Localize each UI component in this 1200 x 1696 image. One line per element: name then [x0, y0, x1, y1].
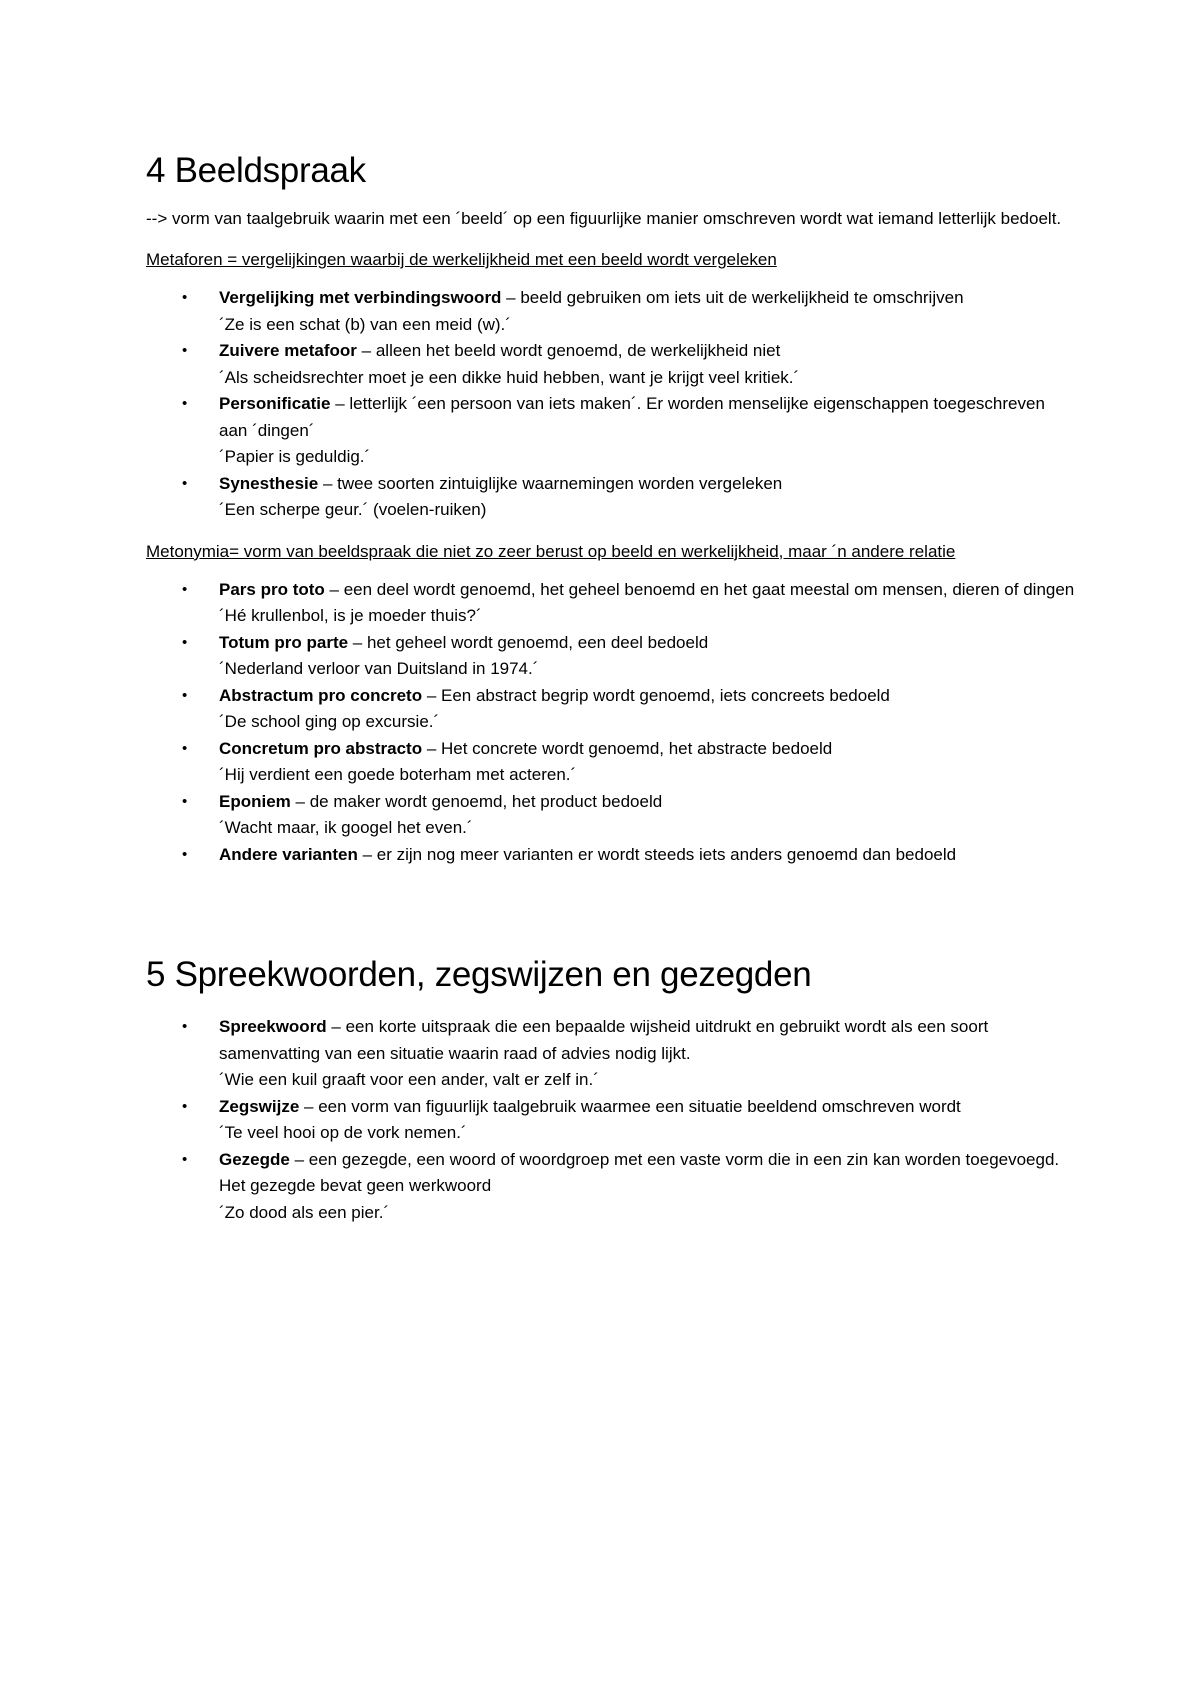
list-item: [146, 683, 1076, 736]
bullet-icon: •: [182, 289, 188, 306]
list-item: [146, 471, 1076, 524]
definition: – alleen het beeld wordt genoemd, de werkelijkheid niet: [356, 341, 781, 360]
term: Concretum pro abstracto: [219, 738, 423, 758]
bullet-icon: •: [182, 1097, 188, 1115]
bullet-icon: •: [182, 633, 188, 651]
bullet-icon: •: [182, 686, 188, 704]
example: ´Nederland verloor van Duitsland in 1974.´: [219, 659, 539, 678]
list-item: [146, 789, 1076, 842]
term: Pars pro toto: [219, 579, 325, 599]
bullet-icon: •: [182, 845, 188, 863]
term: Abstractum pro concreto: [219, 685, 423, 705]
spreekwoorden-list: [146, 1014, 1076, 1226]
term: Zegswijze: [219, 1096, 300, 1116]
definition: – twee soorten zintuiglijke waarnemingen worden vergeleken: [318, 473, 783, 493]
definition: – het geheel wordt genoemd, een deel bedoeld: [348, 632, 709, 652]
term: Vergelijking met verbindingswoord: [219, 288, 502, 307]
list-item: [146, 577, 1076, 630]
example: ´Ze is een schat (b) van een meid (w).´: [219, 314, 511, 334]
term: Andere varianten: [219, 844, 358, 864]
list-item: [146, 1147, 1076, 1227]
term: Spreekwoord: [219, 1017, 327, 1036]
section-5-title: 5 Spreekwoorden, zegswijzen en gezegden: [146, 955, 812, 994]
definition: – een gezegde, een woord of woordgroep met een vaste vorm die in een zin kan worden toegevoegd. Het gezegde bevat geen werkwoord: [219, 1149, 1060, 1195]
list-item: [146, 391, 1076, 471]
example: ´Een scherpe geur.´ (voelen-ruiken): [219, 500, 487, 519]
term: Gezegde: [219, 1149, 290, 1169]
list-item: [146, 1014, 1076, 1094]
bullet-icon: •: [182, 739, 188, 757]
metaforen-list: [146, 285, 1076, 524]
definition: – Het concrete wordt genoemd, het abstracte bedoeld: [422, 738, 833, 758]
definition: – beeld gebruiken om iets uit de werkelijkheid te omschrijven: [501, 288, 964, 307]
example: ´Te veel hooi op de vork nemen.´: [219, 1123, 467, 1142]
metaforen-heading: Metaforen = vergelijkingen waarbij de werkelijkheid met een beeld wordt vergeleken: [146, 250, 777, 269]
document-content: [146, 148, 1076, 1226]
definition: – letterlijk ´een persoon van iets maken´. Er worden menselijke eigenschappen toegeschreven aan ´dingen´: [219, 394, 1045, 440]
definition: – Een abstract begrip wordt genoemd, iets concreets bedoeld: [422, 685, 890, 705]
term: Personificatie: [219, 394, 331, 413]
bullet-icon: •: [182, 474, 188, 492]
metonymia-heading: Metonymia= vorm van beeldspraak die niet zo zeer berust op beeld en werkelijkheid, maar ´n andere relatie: [146, 541, 956, 561]
definition: – een deel wordt genoemd, het geheel benoemd en het gaat meestal om mensen, dieren of dingen: [324, 579, 1075, 599]
metonymia-list: [146, 577, 1076, 869]
bullet-icon: •: [182, 342, 188, 359]
bullet-icon: •: [182, 1018, 188, 1035]
example: ´Wacht maar, ik googel het even.´: [219, 818, 473, 837]
example: ´Papier is geduldig.´: [219, 447, 371, 466]
definition: – de maker wordt genoemd, het product bedoeld: [290, 791, 663, 811]
list-item: [146, 1094, 1076, 1147]
term: Zuivere metafoor: [219, 341, 357, 360]
example: ´De school ging op excursie.´: [219, 712, 440, 731]
bullet-icon: •: [182, 792, 188, 810]
list-item: [146, 338, 1076, 391]
section-4-intro: --> vorm van taalgebruik waarin met een ´beeld´ op een figuurlijke manier omschreven wordt wat iemand letterlijk bedoelt.: [146, 209, 1062, 228]
list-item: [146, 736, 1076, 789]
example: ´Zo dood als een pier.´: [219, 1202, 390, 1222]
list-item: [146, 630, 1076, 683]
example: ´Als scheidsrechter moet je een dikke huid hebben, want je krijgt veel kritiek.´: [219, 367, 800, 387]
definition: – een vorm van figuurlijk taalgebruik waarmee een situatie beeldend omschreven wordt: [299, 1096, 961, 1116]
bullet-icon: •: [182, 580, 188, 598]
section-4-title: 4 Beeldspraak: [146, 151, 366, 190]
term: Synesthesie: [219, 473, 319, 493]
definition: – een korte uitspraak die een bepaalde wijsheid uitdrukt en gebruikt wordt als een soort samenvatting van een situatie waarin raad of advies nodig lijkt.: [219, 1017, 989, 1063]
example: ´Hé krullenbol, is je moeder thuis?´: [219, 606, 482, 625]
list-item: [146, 285, 1076, 338]
example: ´Hij verdient een goede boterham met acteren.´: [219, 765, 577, 784]
definition: – er zijn nog meer varianten er wordt steeds iets anders genoemd dan bedoeld: [357, 844, 957, 864]
bullet-icon: •: [182, 395, 188, 412]
bullet-icon: •: [182, 1150, 188, 1168]
example: ´Wie een kuil graaft voor een ander, valt er zelf in.´: [219, 1070, 599, 1089]
term: Eponiem: [219, 791, 291, 811]
list-item: [146, 842, 1076, 869]
term: Totum pro parte: [219, 632, 349, 652]
